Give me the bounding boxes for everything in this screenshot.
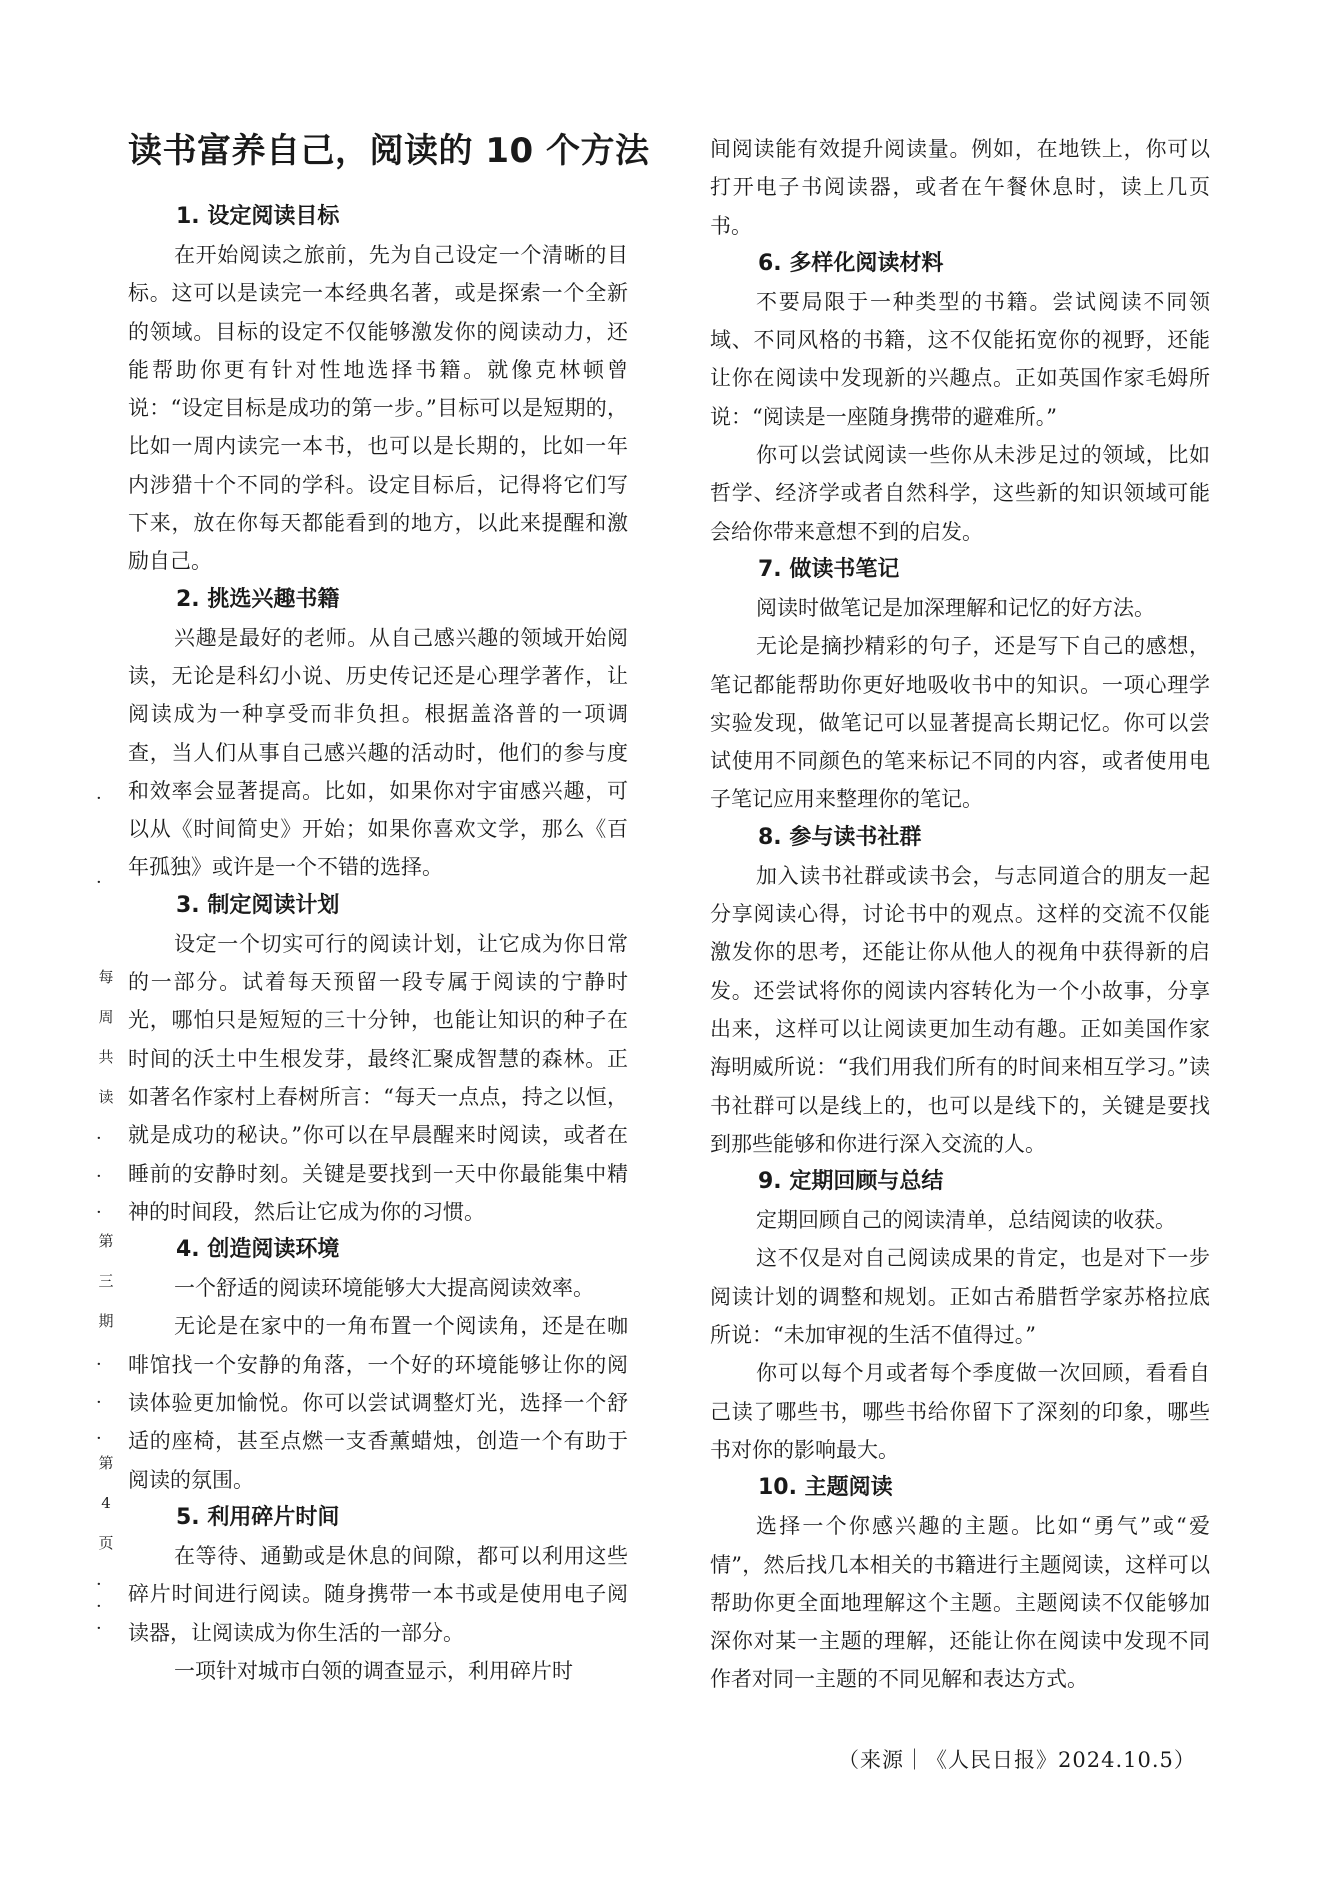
right-column: [710, 130, 1210, 1699]
margin-dot: ·: [96, 872, 102, 893]
section-paragraph: 你可以尝试阅读一些你从未涉足过的领域，比如哲学、经济学或者自然科学，这些新的知识领域可能会给你带来意想不到的启发。: [710, 443, 1210, 544]
section-paragraph: 加入读书社群或读书会，与志同道合的朋友一起分享阅读心得，讨论书中的观点。这样的交流不仅能激发你的思考，还能让你从他人的视角中获得新的启发。还尝试将你的阅读内容转化为一个小故事，分享出来，这样可以让阅读更加生动有趣。正如美国作家海明威所说：“我们用我们所有的时间来相互学习。”读书社群可以是线上的，也可以是线下的，关键是要找到那些能够和你进行深入交流的人。: [710, 863, 1210, 1156]
page-title: 读书富养自己，阅读的 10 个方法: [128, 131, 650, 171]
section-heading: 10. 主题阅读: [758, 1475, 893, 1501]
margin-dot: ·: [96, 1166, 102, 1187]
margin-dot: ·: [96, 1618, 102, 1639]
section-paragraph: 定期回顾自己的阅读清单，总结阅读的收获。: [756, 1208, 1176, 1233]
section-paragraph: 无论是在家中的一角布置一个阅读角，还是在咖啡馆找一个安静的角落，一个好的环境能够让你的阅读体验更加愉悦。你可以尝试调整灯光，选择一个舒适的座椅，甚至点燃一支香薰蜡烛，创造一个有助于阅读的氛围。: [128, 1314, 628, 1492]
margin-char: 4: [101, 1494, 111, 1512]
section-paragraph: 无论是摘抄精彩的句子，还是写下自己的感想，笔记都能帮助你更好地吸收书中的知识。一项心理学实验发现，做笔记可以显著提高长期记忆。你可以尝试使用不同颜色的笔来标记不同的内容，或者使用电子笔记应用来整理你的笔记。: [710, 634, 1210, 812]
margin-char: 第: [98, 1454, 114, 1472]
section-7: [710, 551, 1210, 819]
section-heading: 4. 创造阅读环境: [176, 1237, 340, 1263]
margin-char: 读: [98, 1088, 114, 1106]
margin-dot: ·: [96, 1354, 102, 1375]
section-heading: 3. 制定阅读计划: [176, 892, 340, 918]
margin-dot: ·: [96, 788, 102, 809]
section-paragraph: 在开始阅读之旅前，先为自己设定一个清晰的目标。这可以是读完一本经典名著，或是探索一个全新的领域。目标的设定不仅能够激发你的阅读动力，还能帮助你更有针对性地选择书籍。就像克林顿曾说：“设定目标是成功的第一步。”目标可以是短期的，比如一周内读完一本书，也可以是长期的，比如一年内涉猎十个不同的学科。设定目标后，记得将它们写下来，放在你每天都能看到的地方，以此来提醒和激励自己。: [128, 243, 628, 574]
section-heading: 5. 利用碎片时间: [176, 1504, 340, 1530]
section-6: [710, 245, 1210, 551]
section-10: [710, 1469, 1210, 1698]
margin-dot: ·: [96, 1392, 102, 1413]
margin-dot: ·: [96, 1202, 102, 1223]
section-paragraph: 你可以每个月或者每个季度做一次回顾，看看自己读了哪些书，哪些书给你留下了深刻的印象，哪些书对你的影响最大。: [710, 1361, 1210, 1462]
margin-char: 三: [98, 1272, 114, 1290]
section-heading: 2. 挑选兴趣书籍: [176, 586, 340, 612]
margin-char: 共: [98, 1048, 114, 1066]
section-paragraph: 一个舒适的阅读环境能够大大提高阅读效率。: [174, 1276, 594, 1301]
margin-dot: ·: [96, 1128, 102, 1149]
margin-char: 页: [98, 1534, 114, 1552]
margin-char: 周: [98, 1008, 114, 1026]
section-paragraph: 一项针对城市白领的调查显示，利用碎片时: [174, 1658, 573, 1683]
section-2: [128, 581, 628, 887]
left-column: [128, 130, 650, 1690]
section-8: [710, 819, 1210, 1163]
section-heading: 1. 设定阅读目标: [176, 204, 340, 229]
section-paragraph: 设定一个切实可行的阅读计划，让它成为你日常的一部分。试着每天预留一段专属于阅读的宁静时光，哪怕只是短短的三十分钟，也能让知识的种子在时间的沃土中生根发芽，最终汇聚成智慧的森林。正如著名作家村上春树所言：“每天一点点，持之以恒，就是成功的秘诀。”你可以在早晨醒来时阅读，或者在睡前的安静时刻。关键是要找到一天中你最能集中精神的时间段，然后让它成为你的习惯。: [128, 931, 628, 1224]
section-paragraph: 不要局限于一种类型的书籍。尝试阅读不同领域、不同风格的书籍，这不仅能拓宽你的视野，还能让你在阅读中发现新的兴趣点。正如英国作家毛姆所说：“阅读是一座随身携带的避难所。”: [710, 289, 1210, 429]
section-3: [128, 887, 628, 1231]
source-citation: （来源｜《人民日报》2024.10.5）: [838, 1748, 1196, 1772]
section-4: [128, 1231, 628, 1499]
section-5: [128, 1499, 628, 1690]
section-heading: 9. 定期回顾与总结: [758, 1169, 944, 1195]
section-paragraph: 阅读时做笔记是加深理解和记忆的好方法。: [756, 595, 1155, 620]
section-paragraph: 选择一个你感兴趣的主题。比如“勇气”或“爱情”，然后找几本相关的书籍进行主题阅读，这样可以帮助你更全面地理解这个主题。主题阅读不仅能够加深你对某一主题的理解，还能让你在阅读中发现不同作者对同一主题的不同见解和表达方式。: [710, 1514, 1210, 1692]
margin-dot: ·: [96, 1574, 102, 1595]
section-paragraph: 在等待、通勤或是休息的间隙，都可以利用这些碎片时间进行阅读。随身携带一本书或是使用电子阅读器，让阅读成为你生活的一部分。: [128, 1543, 628, 1645]
margin-dot: ·: [96, 1428, 102, 1449]
section-heading: 7. 做读书笔记: [758, 556, 900, 582]
section-1: [128, 198, 628, 581]
section-paragraph: 兴趣是最好的老师。从自己感兴趣的领域开始阅读，无论是科幻小说、历史传记还是心理学著作，让阅读成为一种享受而非负担。根据盖洛普的一项调查，当人们从事自己感兴趣的活动时，他们的参与度和效率会显著提高。比如，如果你对宇宙感兴趣，可以从《时间简史》开始；如果你喜欢文学，那么《百年孤独》或许是一个不错的选择。: [128, 625, 628, 880]
margin-char: 第: [98, 1232, 114, 1250]
margin-char: 期: [98, 1312, 114, 1330]
margin-char: 每: [98, 968, 114, 986]
section-paragraph: 这不仅是对自己阅读成果的肯定，也是对下一步阅读计划的调整和规划。正如古希腊哲学家苏格拉底所说：“未加审视的生活不值得过。”: [710, 1246, 1210, 1348]
margin-dot: ·: [96, 1596, 102, 1617]
section-heading: 8. 参与读书社群: [758, 824, 922, 850]
section-9: [710, 1163, 1210, 1469]
section-heading: 6. 多样化阅读材料: [758, 250, 944, 276]
continued-paragraph: 间阅读能有效提升阅读量。例如，在地铁上，你可以打开电子书阅读器，或者在午餐休息时，读上几页书。: [710, 137, 1210, 238]
